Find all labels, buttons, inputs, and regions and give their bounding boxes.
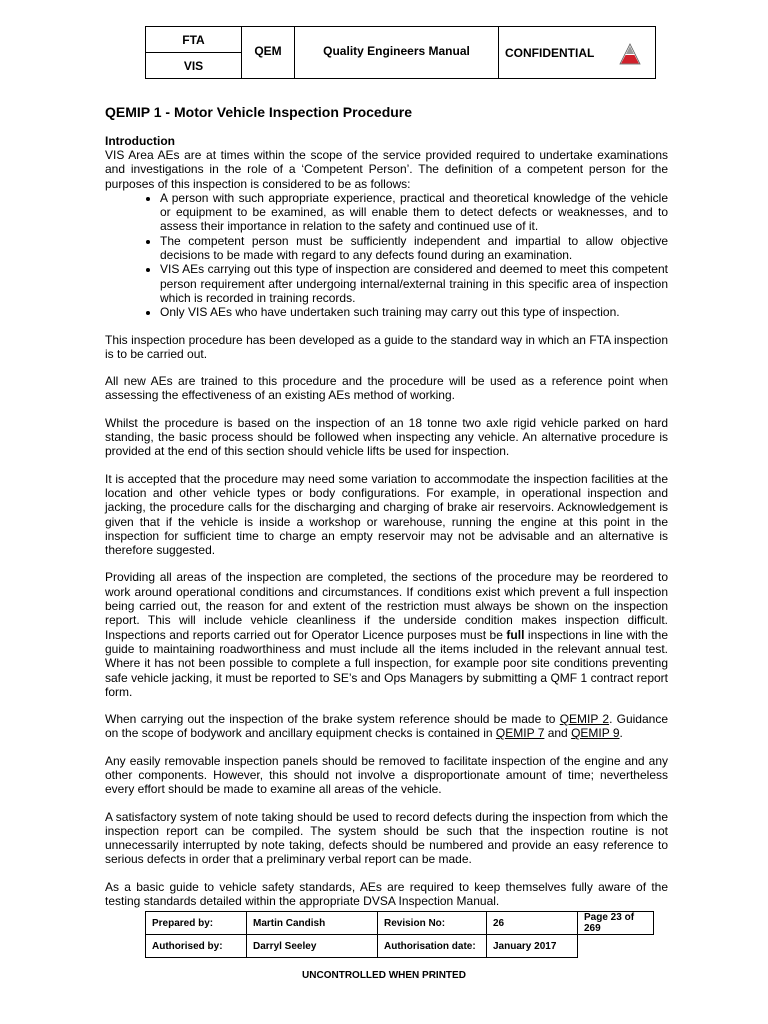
revision-label: Revision No:: [378, 912, 487, 935]
intro-paragraph: VIS Area AEs are at times within the scope of the service provided required to undertake examinations and investigations in the role of a ‘Competent Person’. The definition of a competent person for the purposes of this inspection is considered to be as follows:: [105, 148, 668, 191]
prepared-by-label: Prepared by:: [146, 912, 247, 935]
authorised-by-label: Authorised by:: [146, 935, 247, 958]
header-cell-fta: FTA: [146, 27, 242, 53]
uncontrolled-notice: UNCONTROLLED WHEN PRINTED: [302, 970, 466, 981]
authorised-by-value: Darryl Seeley: [247, 935, 378, 958]
paragraph-training: All new AEs are trained to this procedure and the procedure will be used as a reference point when assessing the effectiveness of an existing AEs method of working.: [105, 374, 668, 403]
list-item: • A person with such appropriate experience, practical and theoretical knowledge of the vehicle or equipment to be examined, as will enable them to detect defects or weaknesses, and to assess their importance in relation to the safety and continued use of it.: [160, 191, 668, 234]
footer-table: [145, 911, 654, 958]
link-qemip-7[interactable]: QEMIP 7: [495, 726, 545, 741]
paragraph-variation: It is accepted that the procedure may need some variation to accommodate the inspection facilities at the location and other vehicle types or body configurations. For example, in operational inspection and jacking, the procedure calls for the discharging and charging of brake air reservoirs. Acknowledgement is given that if the vehicle is inside a workshop or warehouse, running the engine at this point in the inspection for sufficient time to charge an empty reservoir may not be advisable and an alternative is therefore suggested.: [105, 471, 668, 558]
prepared-by-value: Martin Candish: [247, 912, 378, 935]
authorisation-date-value: January 2017: [487, 935, 578, 958]
page-number: Page 23 of 269: [578, 912, 654, 935]
header-cell-manual-title: Quality Engineers Manual: [295, 27, 499, 79]
full-emphasis: full: [506, 627, 525, 642]
paragraph-note-taking: A satisfactory system of note taking should be used to record defects during the inspection from which the inspection report can be compiled. The system should be such that the inspection routine is not unnecessarily interrupted by note taking, defects should be numbered and provide an easy reference to serious defects in order that a preliminary verbal report can be made.: [105, 809, 668, 867]
paragraph-safety-standards: As a basic guide to vehicle safety standards, AEs are required to keep themselves fully aware of the testing standards detailed within the appropriate DVSA Inspection Manual.: [105, 879, 668, 909]
header-cell-qem: QEM: [242, 27, 295, 79]
confidential-label: CONFIDENTIAL: [505, 45, 595, 60]
paragraph-procedure-guide: This inspection procedure has been developed as a guide to the standard way in which an FTA inspection is to be carried out.: [105, 332, 668, 361]
triangle-logo-icon: [619, 43, 641, 65]
paragraph-reordering: Providing all areas of the inspection are completed, the sections of the procedure may be reordered to work around operational conditions and circumstances. If conditions exist which prevent a full inspection being carried out, the reason for and extent of the restriction must always be shown on the inspection report. This will include vehicle cleanliness if the underside condition makes inspection difficult. Inspections and reports carried out for Operator Licence purposes must be full inspections in line with the guide to maintaining roadworthiness and must include all the items included in the relevant annual test. Where it has not been possible to complete a full inspection, for example poor site conditions preventing safe vehicle jacking, it must be reported to SE’s and Ops Managers by submitting a QMF 1 contract report form.: [105, 570, 668, 699]
list-item: • The competent person must be sufficiently independent and impartial to allow objective decisions to be made with regard to any defects found during an examination.: [160, 234, 668, 263]
list-item: • Only VIS AEs who have undertaken such training may carry out this type of inspection.: [160, 305, 668, 319]
paragraph-vehicle-basis: Whilst the procedure is based on the inspection of an 18 tonne two axle rigid vehicle parked on hard standing, the basic process should be followed when inspecting any vehicle. An alternative procedure is provided at the end of this section should vehicle lifts be used for inspection.: [105, 415, 668, 459]
paragraph-panels: Any easily removable inspection panels should be removed to facilitate inspection of the engine and any other components. However, this should not involve a disproportionate amount of time; nevertheless every effort should be made to examine all areas of the vehicle.: [105, 753, 668, 797]
document-body: [105, 104, 668, 921]
header-cell-vis: VIS: [146, 53, 242, 79]
competent-person-list: [105, 191, 668, 320]
intro-heading: Introduction: [105, 134, 175, 148]
page-title: QEMIP 1 - Motor Vehicle Inspection Procedure: [105, 104, 413, 120]
empty-cell: [578, 935, 654, 958]
link-qemip-9[interactable]: QEMIP 9: [571, 726, 620, 741]
paragraph-brake-reference: When carrying out the inspection of the brake system reference should be made to QEMIP 2. Guidance on the scope of bodywork and ancillary equipment checks is contained in QEMIP 7 and QEMIP 9.: [105, 712, 668, 741]
list-item: • VIS AEs carrying out this type of inspection are considered and deemed to meet this competent person requirement after undergoing internal/external training in this specific area of inspection which is recorded in training records.: [160, 262, 668, 305]
authorisation-date-label: Authorisation date:: [378, 935, 487, 958]
revision-value: 26: [487, 912, 578, 935]
link-qemip-2[interactable]: QEMIP 2: [559, 712, 610, 727]
header-cell-confidential: [499, 27, 656, 79]
header-table: [145, 26, 656, 79]
